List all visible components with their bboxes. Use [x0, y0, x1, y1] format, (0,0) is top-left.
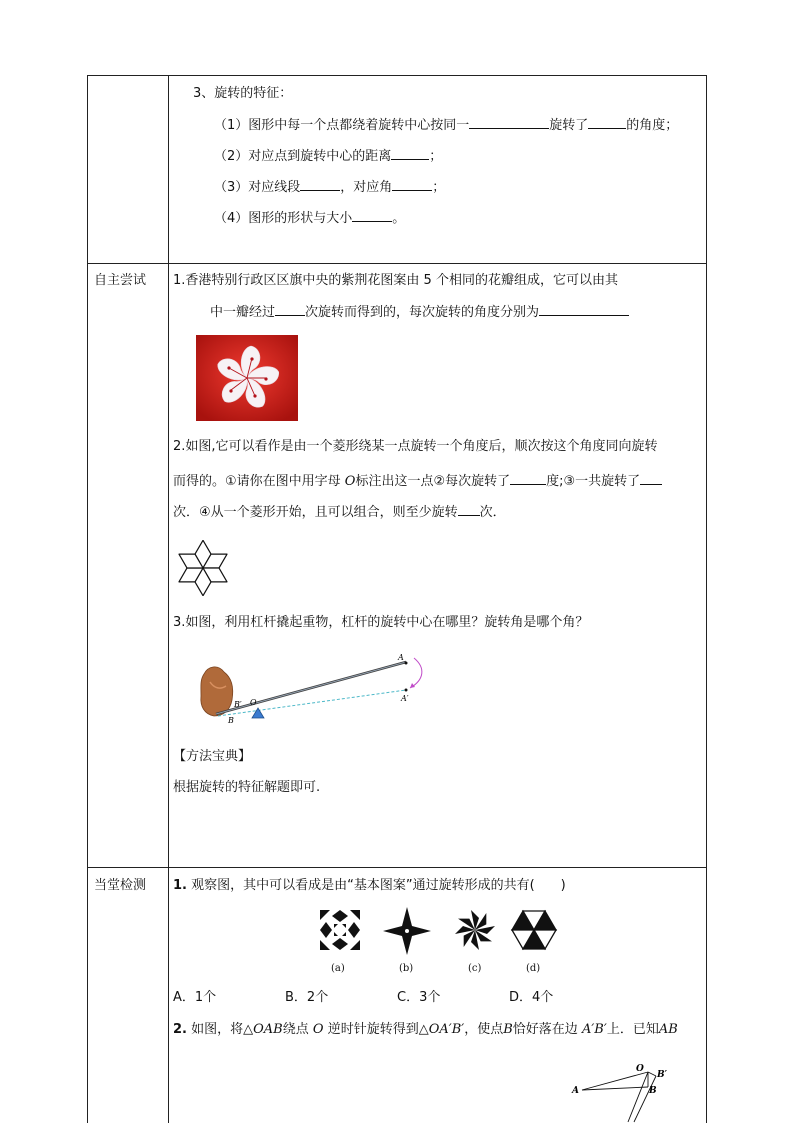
triangle-label-a: A — [572, 1086, 579, 1096]
try-q2-line2: 而得的。①请你在图中用字母 O标注出这一点②每次旋转了 度;③一共旋转了 — [173, 472, 662, 490]
blank — [469, 116, 549, 129]
figure-label-b: (b) — [399, 963, 414, 974]
figure-d-pattern — [510, 905, 558, 955]
triangle-label-b-prime: B′ — [657, 1070, 667, 1080]
check-q1: 1. 观察图，其中可以看成是由“基本图案”通过旋转形成的共有( ) — [173, 878, 566, 893]
figure-label-d: (d) — [526, 963, 541, 974]
row-divider-2 — [87, 867, 707, 868]
blank — [352, 209, 392, 222]
option-a: A．1个 — [173, 990, 217, 1005]
lever-figure — [196, 648, 436, 724]
figure-label-c: (c) — [468, 963, 482, 974]
lever-label-b: B — [228, 716, 234, 724]
feature-line-4: （4）图形的形状与大小 。 — [214, 211, 406, 226]
table-border-left — [87, 75, 88, 1123]
try-q2-line3: 次．④从一个菱形开始，且可以组合，则至少旋转 次． — [173, 505, 506, 520]
triangle-label-o: O — [636, 1064, 644, 1074]
feature-line-1: （1）图形中每一个点都绕着旋转中心按同一 旋转了 的角度； — [214, 118, 679, 133]
row-label-try: 自主尝试 — [94, 273, 147, 288]
row-label-check: 当堂检测 — [94, 878, 147, 893]
blank — [275, 303, 305, 316]
try-q1-line1: 1.香港特别行政区区旗中央的紫荆花图案由 5 个相同的花瓣组成，它可以由其 — [173, 273, 618, 288]
lever-label-o: O — [250, 698, 257, 707]
try-q3: 3.如图，利用杠杆撬起重物，杠杆的旋转中心在哪里？旋转角是哪个角？ — [173, 615, 589, 630]
option-c: C．3个 — [397, 990, 441, 1005]
rhombus-star-figure — [174, 540, 232, 596]
table-column-divider — [168, 75, 169, 1123]
blank — [640, 472, 662, 485]
table-border-right — [706, 75, 707, 1123]
figure-a-pattern — [318, 908, 362, 952]
method-title: 【方法宝典】 — [173, 749, 252, 764]
lever-label-a-prime: A′ — [401, 694, 409, 703]
blank — [539, 303, 629, 316]
lever-label-a: A — [398, 653, 404, 662]
blank — [458, 503, 480, 516]
option-b: B．2个 — [285, 990, 329, 1005]
features-heading: 3、旋转的特征： — [193, 86, 293, 101]
figure-label-a: (a) — [331, 963, 345, 974]
feature-line-2: （2）对应点到旋转中心的距离 ； — [214, 149, 443, 164]
blank — [300, 178, 340, 191]
option-d: D．4个 — [509, 990, 554, 1005]
row-divider-1 — [87, 263, 707, 264]
bauhinia-flag-image — [196, 335, 298, 421]
feature-line-3: （3）对应线段 ，对应角 ； — [214, 180, 446, 195]
blank — [588, 116, 626, 129]
table-frame — [87, 75, 707, 1124]
try-q2-line1: 2.如图,它可以看作是由一个菱形绕某一点旋转一个角度后，顺次按这个角度同向旋转 — [173, 439, 658, 454]
blank — [391, 147, 429, 160]
triangle-rotation-figure — [570, 1060, 670, 1123]
blank — [392, 178, 432, 191]
figure-b-pattern — [382, 906, 432, 956]
lever-label-b-prime: B′ — [234, 700, 242, 709]
triangle-label-b: B — [649, 1086, 657, 1096]
check-q2: 2. 如图，将△OAB绕点 O 逆时针旋转得到△OA′B′，使点B恰好落在边 A′B′上．已知AB — [173, 1022, 678, 1037]
blank — [510, 472, 546, 485]
method-text: 根据旋转的特征解题即可. — [173, 780, 321, 795]
try-q1-line2: 中一瓣经过 次旋转而得到的，每次旋转的角度分别为 — [210, 303, 629, 321]
figure-c-pattern — [452, 907, 498, 953]
